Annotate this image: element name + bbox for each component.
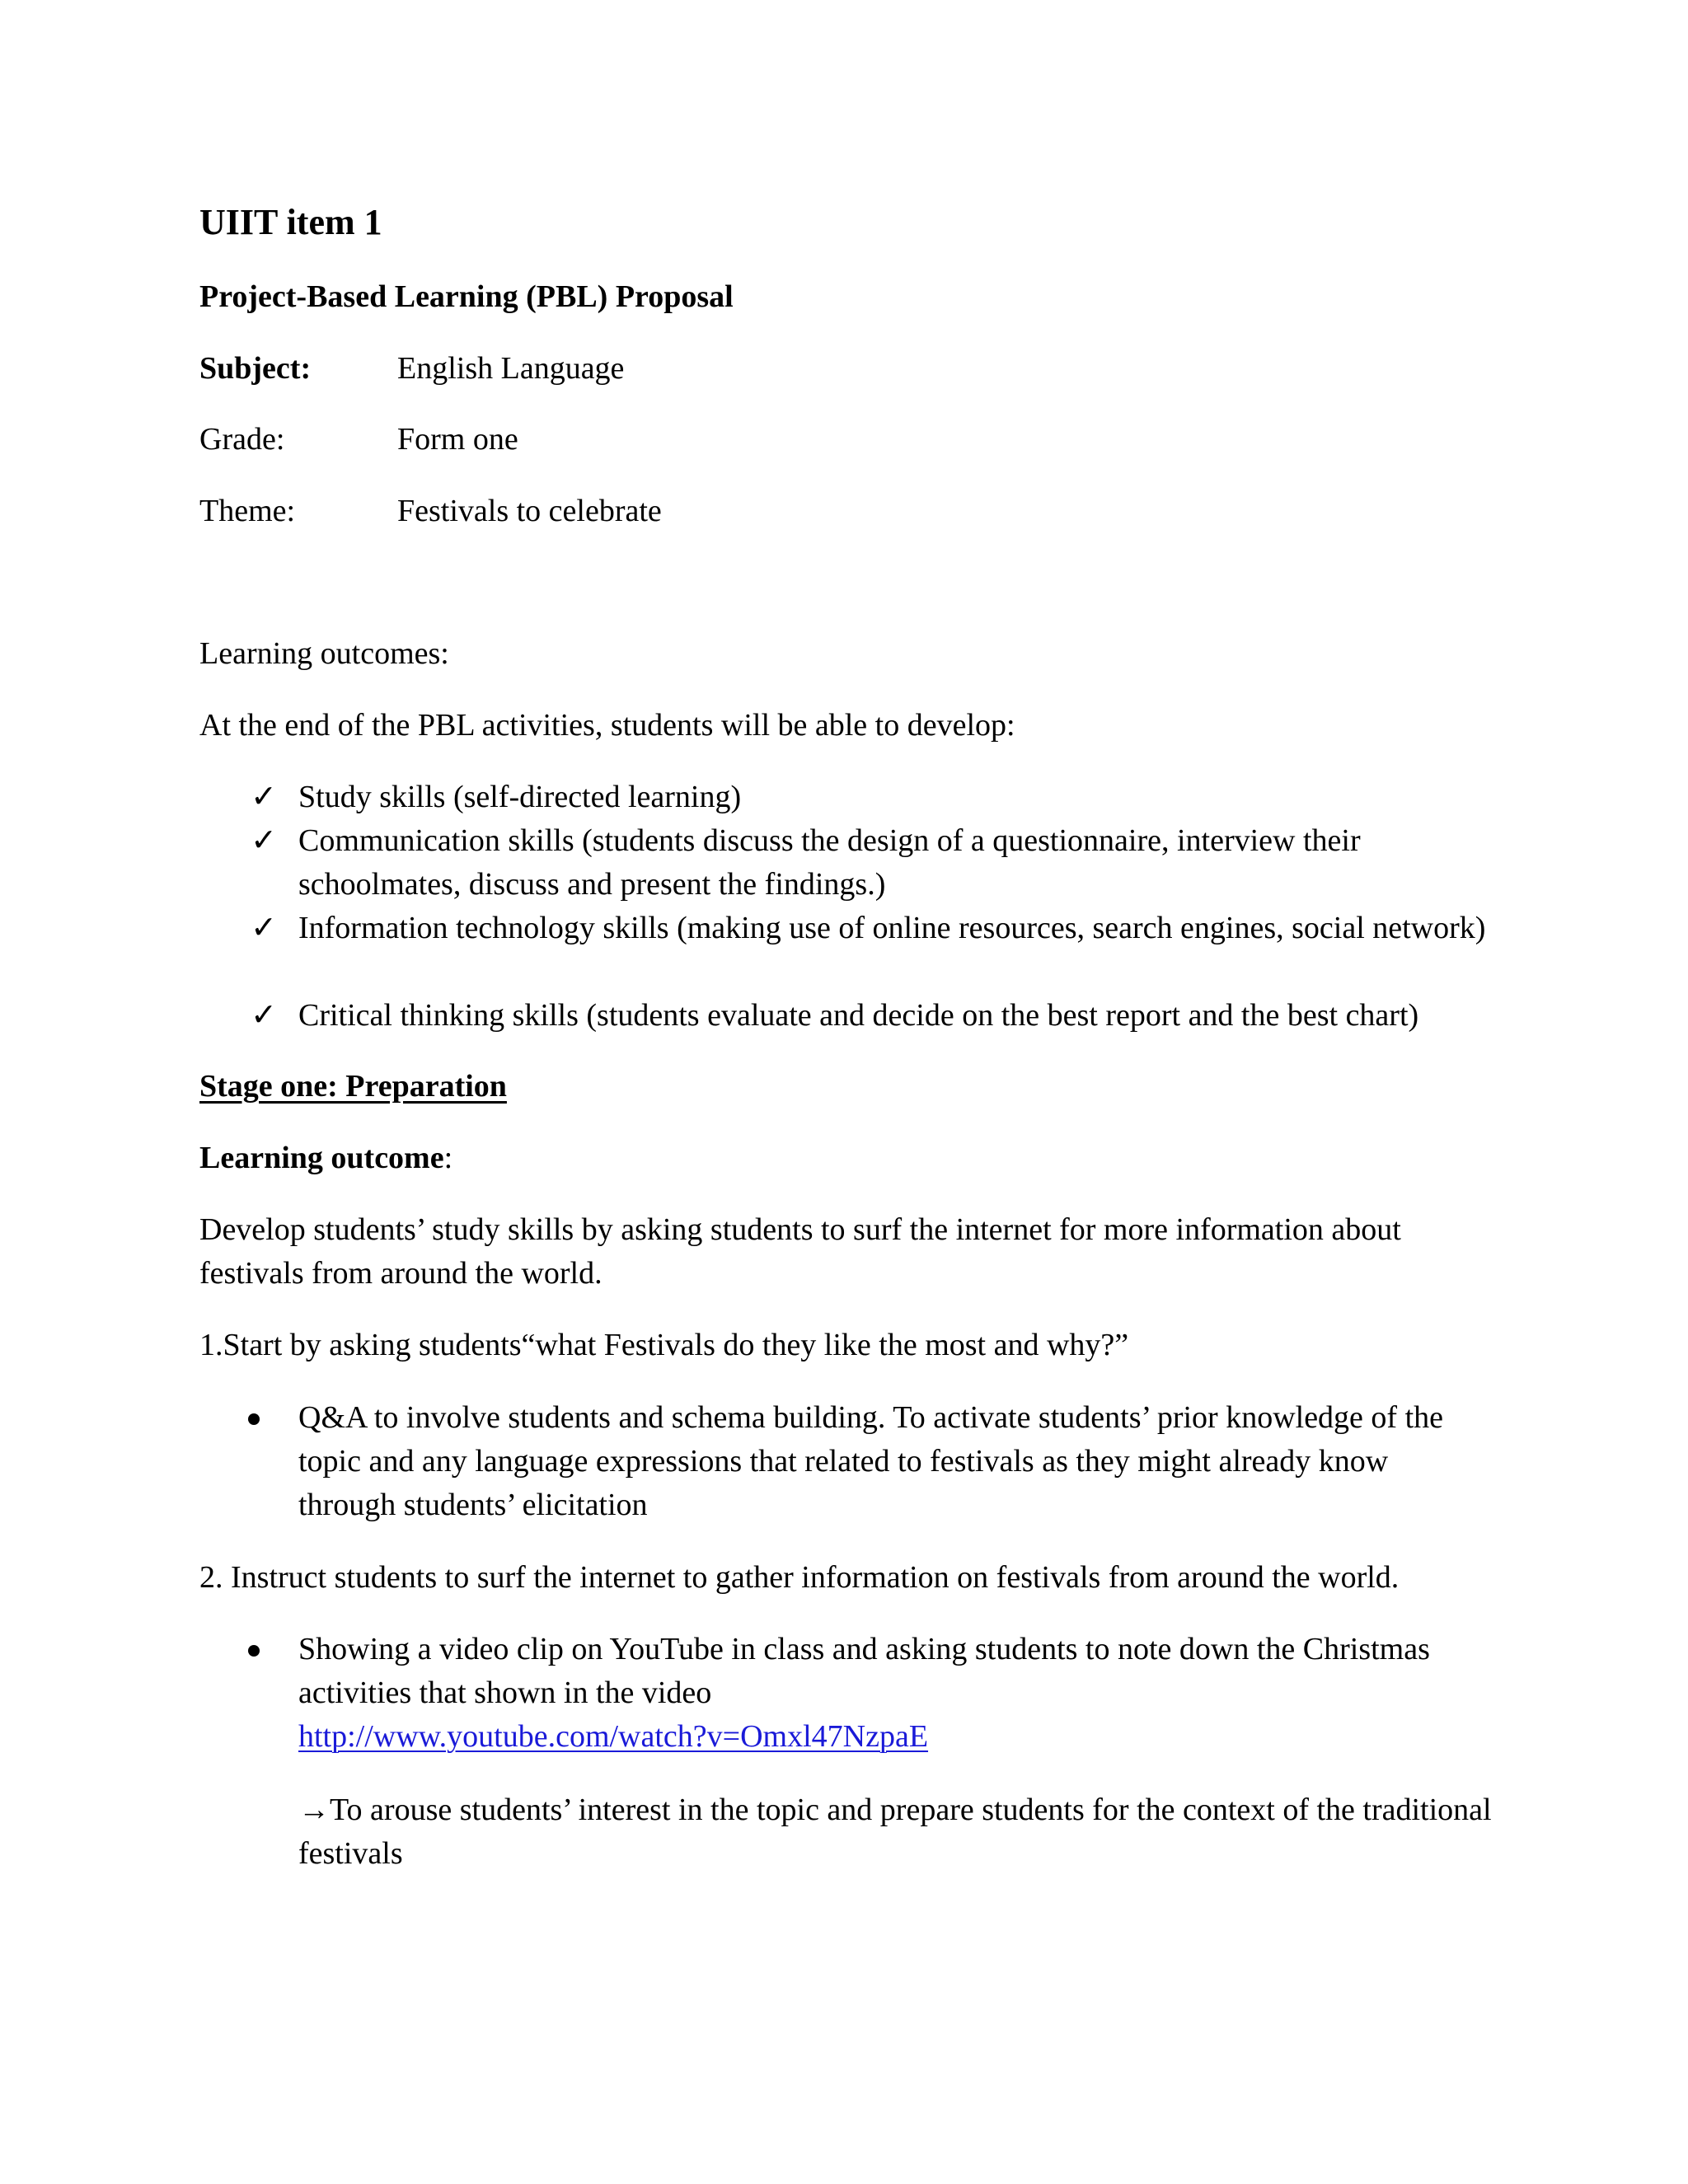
bullet-dot xyxy=(248,1413,260,1425)
proposal-title: Project-Based Learning (PBL) Proposal xyxy=(199,279,734,314)
step-one-detail: Q&A to involve students and schema building. To activate students’ prior knowledge of the topic and any language expressions that related to festivals as they might already know through students’ elicitation xyxy=(298,1400,1444,1522)
bullet-dot xyxy=(248,1645,260,1657)
check-icon: ✓ xyxy=(251,998,277,1033)
check-icon: ✓ xyxy=(251,780,277,814)
grade-value: Form one xyxy=(397,422,518,457)
check-icon: ✓ xyxy=(251,911,277,945)
learning-outcome-colon: : xyxy=(443,1141,453,1175)
arrow-note: To arouse students’ interest in the topic and prepare students for the context of the traditional festivals xyxy=(298,1793,1492,1871)
outcome-item: Information technology skills (making use of online resources, search engines, social network) xyxy=(298,911,1486,945)
subject-value: English Language xyxy=(397,351,625,386)
step-two-detail: Showing a video clip on YouTube in class and asking students to note down the Christmas activities that shown in the video xyxy=(298,1632,1430,1710)
outcome-item: Study skills (self-directed learning) xyxy=(298,780,742,814)
outcome-item: Communication skills (students discuss the design of a questionnaire, interview their schoolmates, discuss and present the findings.) xyxy=(298,823,1361,902)
outcomes-intro: At the end of the PBL activities, students will be able to develop: xyxy=(199,708,1015,743)
check-icon: ✓ xyxy=(251,823,277,858)
right-arrow-icon: → xyxy=(298,1793,330,1827)
stage-one-description: Develop students’ study skills by asking students to surf the internet for more information about festivals from around the world. xyxy=(199,1212,1401,1291)
theme-value: Festivals to celebrate xyxy=(397,494,662,528)
theme-label: Theme: xyxy=(199,494,296,528)
youtube-video-link[interactable]: http://www.youtube.com/watch?v=Omxl47NzpaE xyxy=(298,1719,929,1754)
grade-label: Grade: xyxy=(199,422,285,457)
outcome-item: Critical thinking skills (students evaluate and decide on the best report and the best chart) xyxy=(298,998,1419,1033)
subject-label: Subject: xyxy=(199,351,312,386)
learning-outcome-line xyxy=(199,1137,452,1179)
step-one: 1.Start by asking students“what Festivals do they like the most and why?” xyxy=(199,1328,1129,1362)
step-two: 2. Instruct students to surf the internet to gather information on festivals from around the world. xyxy=(199,1560,1400,1595)
item-title: UIIT item 1 xyxy=(199,202,382,242)
outcomes-heading: Learning outcomes: xyxy=(199,636,449,671)
learning-outcome-label: Learning outcome xyxy=(199,1141,444,1175)
stage-one-heading: Stage one: Preparation xyxy=(199,1069,507,1104)
